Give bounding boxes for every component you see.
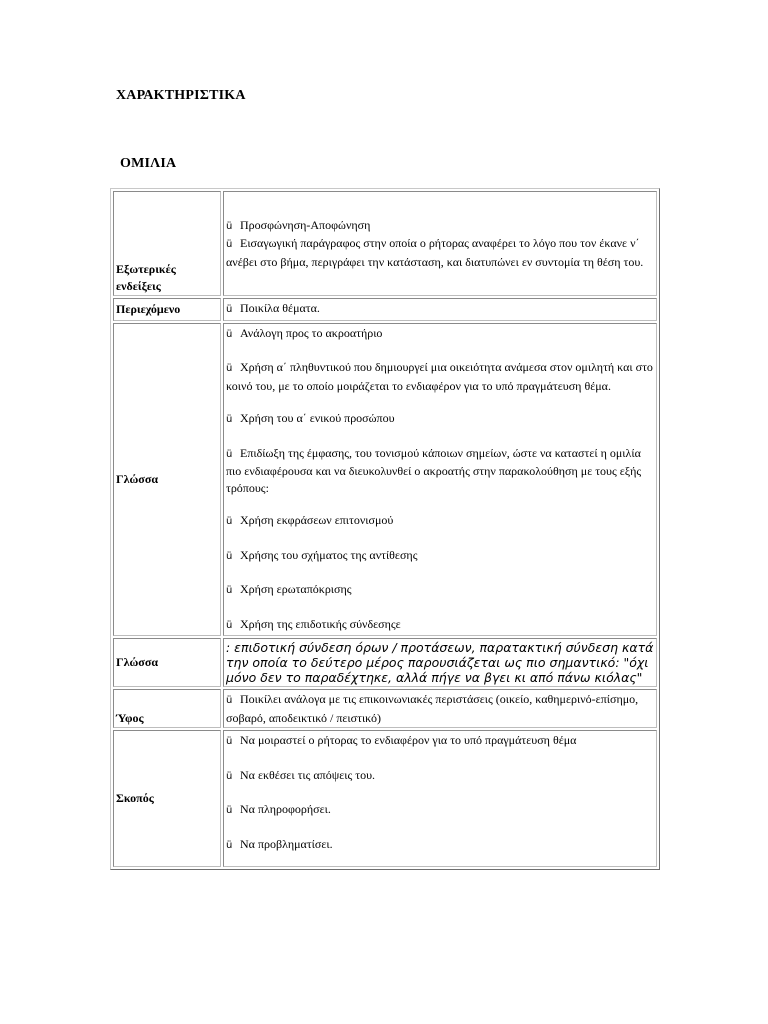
section-title: ΟΜΙΛΙΑ — [120, 156, 177, 171]
row-label-skopos: Σκοπός — [113, 730, 221, 867]
list-item: ü Να εκθέσει τις απόψεις του. — [226, 767, 654, 786]
row-label-yfos: Ύφος — [113, 689, 221, 728]
row-content-yfos — [223, 689, 657, 728]
row-label-glossa-2: Γλώσσα — [113, 638, 221, 687]
checkmark-bullet-icon: ü — [226, 619, 233, 631]
list-item: ü Ποικίλα θέματα. — [226, 300, 654, 319]
checkmark-bullet-icon: ü — [226, 414, 233, 425]
document-title: ΧΑΡΑΚΤΗΡΙΣΤΙΚΑ — [116, 88, 246, 103]
list-item: ü Χρήση της επιδοτικής σύνδεσηςε — [226, 616, 654, 635]
checkmark-bullet-icon: ü — [226, 220, 233, 232]
checkmark-bullet-icon: ü — [226, 239, 233, 251]
checkmark-bullet-icon: ü — [226, 805, 233, 816]
list-item: ü Χρήση εκφράσεων επιτονισμού — [226, 512, 654, 531]
checkmark-bullet-icon: ü — [226, 839, 233, 851]
row-label-exoterikes: Εξωτερικές ενδείξεις — [113, 191, 221, 296]
list-item: ü Χρήση του α΄ ενικού προσώπου — [226, 410, 654, 429]
table-row — [113, 323, 657, 637]
row-content-glossa — [223, 323, 657, 637]
list-item: ü Χρήση α΄ πληθυντικού που δημιουργεί μια οικειότητα ανάμεσα στον ομιλητή και στο κοινό του, με το οποίο μοιράζεται το ενδιαφέρον για το υπό πραγμάτευση θέμα. — [226, 360, 653, 393]
checkmark-bullet-icon: ü — [226, 585, 233, 596]
list-item: ü Να μοιραστεί ο ρήτορας το ενδιαφέρον για το υπό πραγμάτευση θέμα — [226, 732, 654, 751]
list-item: ü Χρήση ερωταπόκρισης — [226, 581, 654, 600]
checkmark-bullet-icon: ü — [226, 550, 233, 562]
row-content-glossa-2 — [223, 638, 657, 687]
list-item: ü Εισαγωγική παράγραφος στην οποία ο ρήτορας αναφέρει το λόγο που τον έκανε ν΄ ανέβει στο βήμα, περιγράφει την κατάσταση, και διατυπώνει εν συντομία τη θέση του. — [226, 236, 644, 269]
list-item: ü Να προβληματίσει. — [226, 836, 654, 855]
list-item: ü Ποικίλει ανάλογα με τις επικοινωνιακές περιστάσεις (οικείο, καθημερινό-επίσημο, σοβαρό, αποδεικτικό / πειστικό) — [226, 692, 639, 725]
row-content-periexomeno — [223, 298, 657, 321]
list-item: ü Χρήσης του σχήματος της αντίθεσης — [226, 547, 654, 566]
italic-paragraph: : επιδοτική σύνδεση όρων / προτάσεων, παρατακτική σύνδεση κατά την οποία το δεύτερο μέρος παρουσιάζεται ως πιο σημαντικό: "όχι μόνο δεν το παραδέχτηκε, αλλά πήγε να βγει κι από πάνω κιόλας" — [226, 640, 654, 685]
list-item: ü Να πληροφορήσει. — [226, 801, 654, 820]
list-item: ü Προσφώνηση-Αποφώνηση — [226, 217, 654, 236]
table-row — [113, 191, 657, 296]
checkmark-bullet-icon: ü — [226, 770, 233, 782]
checkmark-bullet-icon: ü — [226, 736, 233, 747]
table-row — [113, 298, 657, 321]
row-label-glossa: Γλώσσα — [113, 323, 221, 637]
checkmark-bullet-icon: ü — [226, 328, 233, 340]
row-content-exoterikes — [223, 191, 657, 296]
row-content-skopos — [223, 730, 657, 867]
list-item: ü Επιδίωξη της έμφασης, του τονισμού κάποιων σημείων, ώστε να καταστεί η ομιλία πιο ενδιαφέρουσα και να διευκολυνθεί ο ακροατής στην παρακολούθηση με τους εξής τρόπους: — [226, 445, 642, 495]
row-label-periexomeno: Περιεχόμενο — [113, 298, 221, 321]
table-row — [113, 730, 657, 867]
checkmark-bullet-icon: ü — [226, 516, 233, 527]
table-row — [113, 638, 657, 687]
checkmark-bullet-icon: ü — [226, 363, 233, 374]
characteristics-table — [110, 188, 660, 870]
checkmark-bullet-icon: ü — [226, 304, 233, 315]
table-row — [113, 689, 657, 728]
list-item: ü Ανάλογη προς το ακροατήριο — [226, 325, 654, 344]
checkmark-bullet-icon: ü — [226, 448, 233, 460]
checkmark-bullet-icon: ü — [226, 695, 233, 706]
